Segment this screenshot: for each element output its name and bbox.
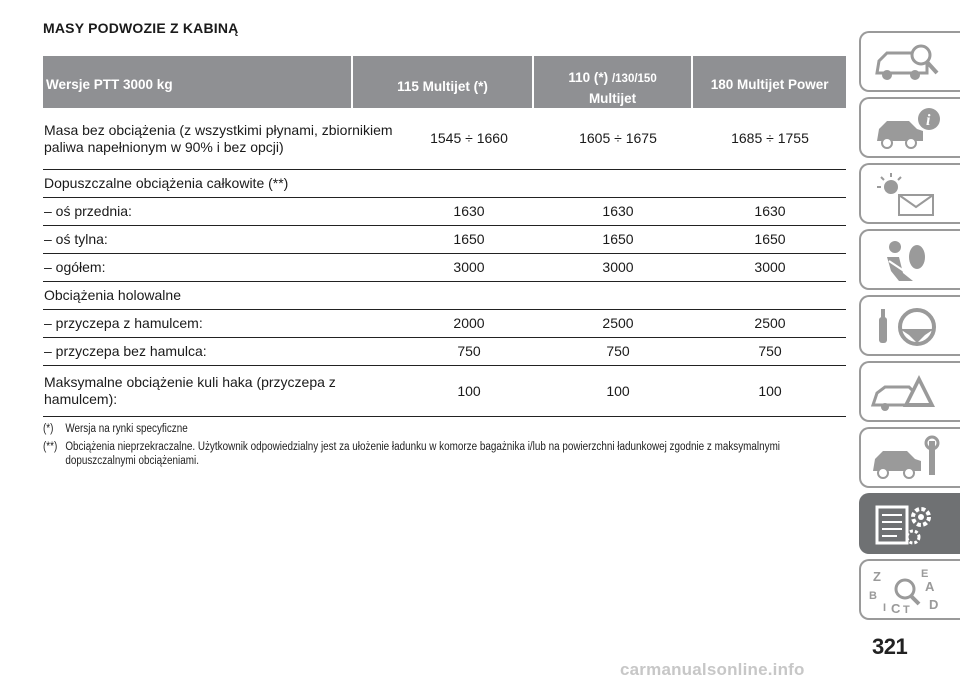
value-110: 1630	[602, 203, 634, 219]
tab-safety[interactable]	[859, 229, 960, 290]
footnote-mark: (*)	[43, 423, 54, 435]
technical-data-icon	[869, 501, 949, 549]
header-version: Wersje PTT 3000 kg	[43, 56, 351, 108]
header-110-main: 110 (*)	[568, 70, 609, 85]
alphabetical-index-icon	[869, 567, 949, 615]
tab-car-info[interactable]	[859, 97, 960, 158]
footnote	[43, 422, 843, 436]
value-180: 2500	[754, 315, 786, 331]
tab-technical-data[interactable]	[859, 493, 960, 554]
footnote	[43, 440, 843, 468]
row-label: Dopuszczalne obciążenia całkowite (**)	[44, 175, 289, 191]
value-110: 2500	[602, 315, 634, 331]
value-115: 2000	[453, 315, 485, 331]
tab-warning-lights[interactable]	[859, 163, 960, 224]
value-110: 3000	[602, 259, 634, 275]
value-180: 3000	[754, 259, 786, 275]
table-row	[43, 226, 846, 254]
table-row	[43, 198, 846, 226]
row-label: Masa bez obciążenia (z wszystkimi płynami, zbiornikiem paliwa napełnionym w 90% i bez opcji)	[44, 121, 393, 155]
row-label: – ogółem:	[44, 259, 106, 275]
steering-wheel-icon	[869, 303, 949, 351]
row-label: – przyczepa z hamulcem:	[44, 315, 203, 331]
table-row	[43, 310, 846, 338]
car-breakdown-icon	[869, 369, 949, 417]
svg-text:i: i	[926, 112, 931, 129]
tab-starting-driving[interactable]	[859, 295, 960, 356]
svg-text:D: D	[929, 597, 939, 612]
table-row	[43, 170, 846, 198]
row-label: – przyczepa bez hamulca:	[44, 343, 207, 359]
svg-text:I: I	[883, 602, 887, 614]
car-maintenance-icon	[869, 435, 949, 483]
table-row	[43, 366, 846, 417]
header-110-130-150-multijet	[534, 56, 692, 108]
tab-emergency[interactable]	[859, 361, 960, 422]
value-180: 750	[758, 343, 782, 359]
value-115: 100	[457, 382, 481, 399]
svg-text:A: A	[925, 579, 935, 594]
svg-text:E: E	[921, 568, 929, 580]
car-info-icon	[869, 105, 949, 153]
masses-table	[43, 56, 846, 417]
value-180: 1650	[754, 231, 786, 247]
footnotes	[43, 422, 843, 472]
header-110-small: /130/150	[611, 73, 657, 85]
header-110-line2: Multijet	[588, 91, 637, 106]
footnote-text: Wersja na rynki specyficzne	[65, 423, 188, 435]
value-110: 100	[606, 382, 630, 399]
value-180: 1685 ÷ 1755	[731, 130, 809, 146]
header-115-multijet: 115 Multijet (*)	[353, 56, 532, 108]
table-row	[43, 108, 846, 170]
value-110: 1605 ÷ 1675	[579, 130, 657, 146]
section-title: MASY PODWOZIE Z KABINĄ	[43, 20, 239, 36]
table-row	[43, 338, 846, 366]
warning-light-message-icon	[869, 171, 949, 219]
value-110: 1650	[602, 231, 634, 247]
table-header	[43, 56, 846, 108]
airbag-seat-icon	[869, 237, 949, 285]
value-115: 1650	[453, 231, 485, 247]
tab-index[interactable]	[859, 559, 960, 620]
table-row	[43, 282, 846, 310]
watermark: carmanualsonline.info	[620, 660, 805, 679]
table-row	[43, 254, 846, 282]
footnote-mark: (**)	[43, 441, 58, 453]
value-115: 1630	[453, 203, 485, 219]
chapter-tabs	[859, 31, 960, 625]
header-180-multijet-power: 180 Multijet Power	[693, 56, 846, 108]
value-115: 750	[457, 343, 481, 359]
row-label: – oś przednia:	[44, 203, 132, 219]
tab-car-search[interactable]	[859, 31, 960, 92]
svg-text:T: T	[903, 604, 910, 615]
page-number: 321	[872, 634, 908, 659]
value-115: 3000	[453, 259, 485, 275]
svg-text:Z: Z	[873, 569, 881, 584]
value-110: 750	[606, 343, 630, 359]
row-label: Obciążenia holowalne	[44, 287, 181, 303]
row-label: – oś tylna:	[44, 231, 108, 247]
svg-text:B: B	[869, 590, 877, 602]
row-label: Maksymalne obciążenie kuli haka (przyczepa z hamulcem):	[44, 374, 336, 407]
value-115: 1545 ÷ 1660	[430, 130, 508, 146]
value-180: 1630	[754, 203, 786, 219]
car-search-icon	[869, 39, 949, 87]
tab-maintenance[interactable]	[859, 427, 960, 488]
svg-text:C: C	[891, 601, 901, 615]
footnote-text: Obciążenia nieprzekraczalne. Użytkownik odpowiedzialny jest za ułożenie ładunku w komorze bagażnika i/lub na powierzchni ładunkowej zgodnie z maksymalnymi dopuszczalnymi obciążeniami.	[65, 441, 781, 467]
value-180: 100	[758, 382, 782, 399]
